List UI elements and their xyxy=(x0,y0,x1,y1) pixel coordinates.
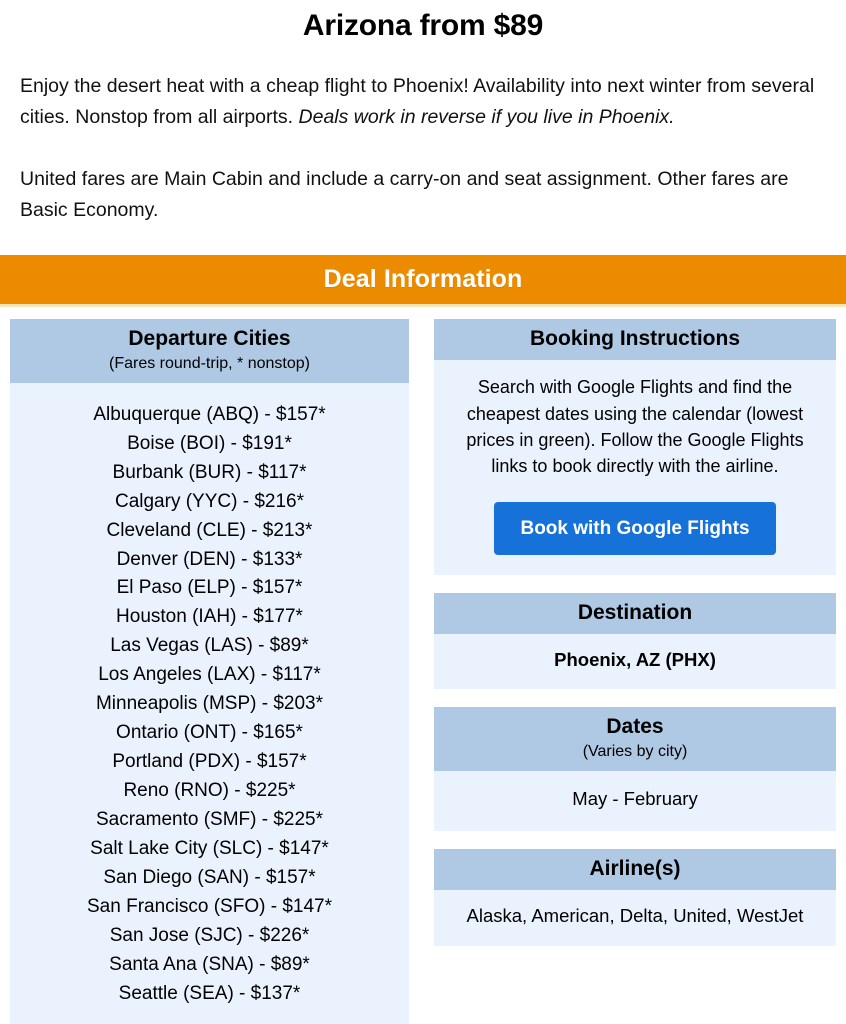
departure-city-item: Burbank (BUR) - $117* xyxy=(112,461,307,483)
departure-city-item: San Jose (SJC) - $226* xyxy=(109,925,310,947)
destination-card xyxy=(434,593,836,689)
departure-city-item: Ontario (ONT) - $165* xyxy=(116,722,303,744)
intro-paragraph-1-text: Enjoy the desert heat with a cheap flight to Phoenix! Availability into next winter from several cities. Nonstop from all airports. xyxy=(20,74,815,129)
departure-city-item: Minneapolis (MSP) - $203* xyxy=(95,693,324,715)
departure-city-item: Cleveland (CLE) - $213* xyxy=(106,519,313,541)
dates-header xyxy=(434,707,836,771)
booking-instructions-title: Booking Instructions xyxy=(530,326,740,350)
intro-paragraph-1-emphasis: Deals work in reverse if you live in Phoenix. xyxy=(298,106,675,129)
airlines-header xyxy=(434,849,836,890)
departure-city-item: San Francisco (SFO) - $147* xyxy=(87,896,332,918)
departure-city-item: Las Vegas (LAS) - $89* xyxy=(110,635,309,657)
departure-city-item: Reno (RNO) - $225* xyxy=(123,780,296,802)
dates-body xyxy=(434,771,836,831)
departure-cities-header xyxy=(10,319,409,383)
departure-city-item: Denver (DEN) - $133* xyxy=(116,548,303,570)
departure-city-item: El Paso (ELP) - $157* xyxy=(116,577,303,599)
departure-city-list xyxy=(24,401,395,1009)
destination-body xyxy=(434,634,836,689)
dates-value: May - February xyxy=(572,787,698,809)
booking-instructions-text: Search with Google Flights and find the cheapest dates using the calendar (lowest prices in green). Follow the Google Flights links to book directly with the airline. xyxy=(466,377,804,477)
departure-city-item: Albuquerque (ABQ) - $157* xyxy=(93,403,326,425)
deal-columns xyxy=(0,307,846,1024)
departure-city-item: Los Angeles (LAX) - $117* xyxy=(98,664,321,686)
departure-city-item: Sacramento (SMF) - $225* xyxy=(95,809,324,831)
right-column xyxy=(434,319,836,964)
airlines-body xyxy=(434,890,836,946)
intro-section xyxy=(0,0,846,227)
dates-subtitle: (Varies by city) xyxy=(582,743,688,761)
book-button-wrapper xyxy=(452,502,818,555)
page-title: Arizona from $89 xyxy=(302,9,544,42)
departure-city-item: San Diego (SAN) - $157* xyxy=(103,867,316,889)
booking-instructions-header xyxy=(434,319,836,360)
dates-card xyxy=(434,707,836,831)
airlines-value: Alaska, American, Delta, United, WestJet xyxy=(466,905,804,926)
departure-city-item: Boise (BOI) - $191* xyxy=(127,432,292,454)
deal-information-title: Deal Information xyxy=(323,264,523,293)
destination-value: Phoenix, AZ (PHX) xyxy=(554,649,716,671)
intro-paragraph-1 xyxy=(20,71,826,134)
deal-information-band xyxy=(0,255,846,307)
departure-city-item: Portland (PDX) - $157* xyxy=(112,751,307,773)
booking-instructions-body xyxy=(434,360,836,575)
departure-cities-card xyxy=(10,319,409,1024)
departure-city-item: Seattle (SEA) - $137* xyxy=(118,983,301,1005)
airlines-card xyxy=(434,849,836,946)
departure-cities-subtitle: (Fares round-trip, * nonstop) xyxy=(109,355,310,373)
departure-cities-title: Departure Cities xyxy=(128,326,291,350)
intro-paragraph-2: United fares are Main Cabin and include a carry-on and seat assignment. Other fares are Basic Economy. xyxy=(20,167,789,222)
book-with-google-flights-button[interactable]: Book with Google Flights xyxy=(494,502,775,555)
destination-header xyxy=(434,593,836,634)
booking-instructions-card xyxy=(434,319,836,575)
airlines-title: Airline(s) xyxy=(589,856,681,880)
departure-cities-body xyxy=(10,383,409,1024)
departure-city-item: Calgary (YYC) - $216* xyxy=(114,490,305,512)
dates-title: Dates xyxy=(606,715,664,739)
destination-title: Destination xyxy=(577,600,693,624)
departure-city-item: Houston (IAH) - $177* xyxy=(116,606,303,628)
departure-city-item: Salt Lake City (SLC) - $147* xyxy=(90,838,329,860)
departure-city-item: Santa Ana (SNA) - $89* xyxy=(109,954,310,976)
left-column xyxy=(10,319,409,1024)
